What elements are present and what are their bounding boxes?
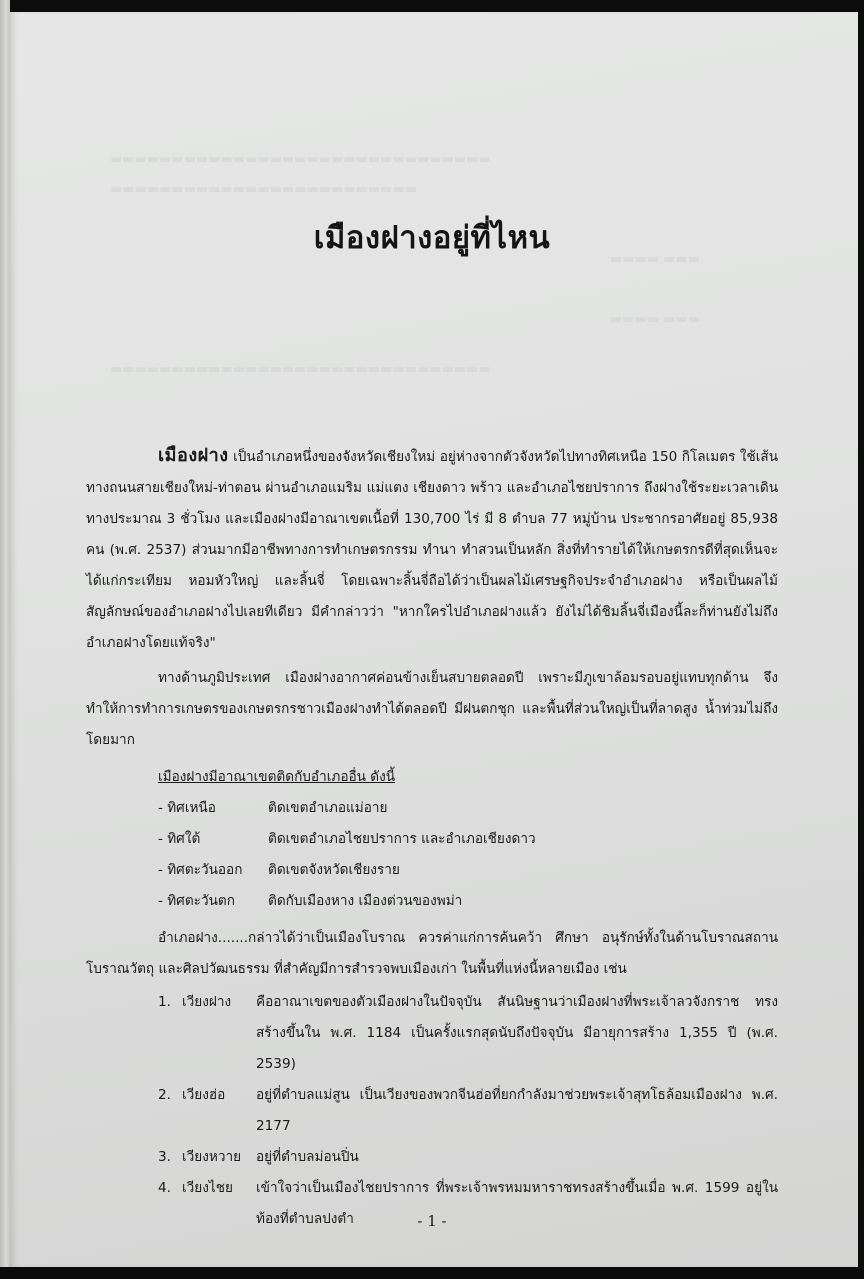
show-through-text: ▬▬▬▬▬▬▬▬▬▬▬▬▬▬▬▬▬▬▬▬▬▬▬▬▬▬▬▬▬▬▬: [110, 152, 491, 167]
boundary-row: [158, 886, 778, 917]
boundary-text: ติดเขตอำเภอแม่อาย: [268, 800, 388, 816]
item-name: เวียงไชย: [182, 1180, 233, 1196]
item-name: เวียงฮ่อ: [182, 1087, 226, 1103]
intro-paragraph: [86, 440, 778, 659]
item-description: เข้าใจว่าเป็นเมืองไชยปราการ ที่พระเจ้าพรหมมหาราชทรงสร้างขึ้นเมื่อ พ.ศ. 1599 อยู่ในท้องที่ตำบลปงตำ: [256, 1180, 778, 1227]
item-number: 1.: [158, 994, 171, 1010]
scan-background-edge: [0, 1267, 864, 1279]
boundary-direction: - ทิศตะวันตก: [158, 893, 235, 909]
intro-lead: เมืองฝาง: [158, 445, 229, 466]
item-name: เวียงหวาย: [182, 1149, 242, 1165]
item-description: อยู่ที่ตำบลม่อนปิ่น: [256, 1149, 359, 1165]
item-description: คืออาณาเขตของตัวเมืองฝางในปัจจุบัน สันนิษฐานว่าเมืองฝางที่พระเจ้าลวจังกราช ทรงสร้างขึ้นใน พ.ศ. 1184 เป็นครั้งแรกสุดนับถึงปัจจุบัน มีอายุการสร้าง 1,355 ปี (พ.ศ. 2539): [256, 994, 778, 1072]
item-name: เวียงฝาง: [182, 994, 232, 1010]
boundary-row: [158, 855, 778, 886]
boundary-text: ติดเขตจังหวัดเชียงราย: [268, 862, 400, 878]
page-number: - 1 -: [417, 1212, 447, 1230]
boundary-direction: - ทิศใต้: [158, 831, 201, 847]
page-title: เมืองฝางอยู่ที่ไหน: [313, 220, 551, 256]
intro-text: เป็นอำเภอหนึ่งของจังหวัดเชียงใหม่ อยู่ห่างจากตัวจังหวัดไปทางทิศเหนือ 150 กิโลเมตร ใช้เส้นทางถนนสายเชียงใหม่-ท่าตอน ผ่านอำเภอแมริม แม่แตง เชียงดาว พร้าว และอำเภอไชยปราการ ถึงฝางใช้ระยะเวลาเดินทางประมาณ 3 ชั่วโมง และเมืองฝางมีอาณาเขตเนื้อที่ 130,700 ไร่ มี 8 ตำบล 77 หมู่บ้าน ประชากรอาศัยอยู่ 85,938 คน (พ.ศ. 2537) ส่วนมากมีอาชีพทางการทำเกษตรกรรม ทำนา ทำสวนเป็นหลัก สิ่งที่ทำรายได้ให้เกษตรกรดีที่สุดเห็นจะได้แก่กระเทียม หอมหัวใหญ่ และลิ้นจี่ โดยเฉพาะลิ้นจี่ถือได้ว่าเป็นผลไม้เศรษฐกิจประจำอำเภอฝาง หรือเป็นผลไม้สัญลักษณ์ของอำเภอฝางไปเลยทีเดียว มีคำกล่าวว่า "หากใครไปอำเภอฝางแล้ว ยังไม่ได้ชิมลิ้นจี่เมืองนี้ละก็ท่านยังไม่ถึงอำเภอฝางโดยแท้จริง": [86, 449, 778, 651]
ancient-cities-list: [158, 987, 778, 1235]
show-through-text: ▬▬▬▬ ▬▬▬: [610, 312, 701, 327]
boundary-text: ติดเขตอำเภอไชยปราการ และอำเภอเชียงดาว: [268, 831, 536, 847]
item-number: 2.: [158, 1087, 171, 1103]
boundary-row: [158, 793, 778, 824]
boundary-direction: - ทิศเหนือ: [158, 800, 216, 816]
show-through-text: ▬▬▬▬▬▬▬▬▬▬▬▬▬▬▬▬▬▬▬▬▬▬▬▬▬▬▬▬▬▬▬: [110, 362, 491, 377]
show-through-text: ▬▬▬▬ ▬▬▬: [610, 252, 701, 267]
document-body: [86, 440, 778, 1235]
geography-paragraph: ทางด้านภูมิประเทศ เมืองฝางอากาศค่อนข้างเย็นสบายตลอดปี เพราะมีภูเขาล้อมรอบอยู่แทบทุกด้าน จึงทำให้การทำการเกษตรของเกษตรกรชาวเมืองฝางทำได้ตลอดปี มีฝนตกชุก และพื้นที่ส่วนใหญ่เป็นที่ลาดสูง น้ำท่วมไม่ถึงโดยมาก: [86, 670, 778, 748]
boundaries-section: [158, 762, 778, 917]
item-number: 4.: [158, 1180, 171, 1196]
list-item: [158, 1080, 778, 1142]
boundaries-heading: เมืองฝางมีอาณาเขตติดกับอำเภออื่น ดังนี้: [158, 769, 396, 785]
item-number: 3.: [158, 1149, 171, 1165]
boundary-direction: - ทิศตะวันออก: [158, 862, 243, 878]
ancient-cities-intro: อำเภอฝาง.......กล่าวได้ว่าเป็นเมืองโบราณ ควรค่าแก่การค้นคว้า ศึกษา อนุรักษ์ทั้งในด้านโบราณสถาน โบราณวัตถุ และศิลปวัฒนธรรม ที่สำคัญมีการสำรวจพบเมืองเก่า ในพื้นที่แห่งนี้หลายเมือง เช่น: [86, 930, 778, 977]
show-through-text: ▬▬▬▬▬▬▬▬▬▬▬▬▬▬▬▬▬▬▬▬▬▬▬▬▬: [110, 182, 418, 197]
item-description: อยู่ที่ตำบลแม่สูน เป็นเวียงของพวกจีนฮ่อที่ยกกำลังมาช่วยพระเจ้าสุทโธล้อมเมืองฝาง พ.ศ. 2177: [256, 1087, 778, 1134]
list-item: [158, 1142, 778, 1173]
boundary-row: [158, 824, 778, 855]
boundary-text: ติดกับเมืองหาง เมืองต่วนของพม่า: [268, 893, 463, 909]
list-item: [158, 987, 778, 1080]
book-spine-edge: [0, 0, 10, 1279]
